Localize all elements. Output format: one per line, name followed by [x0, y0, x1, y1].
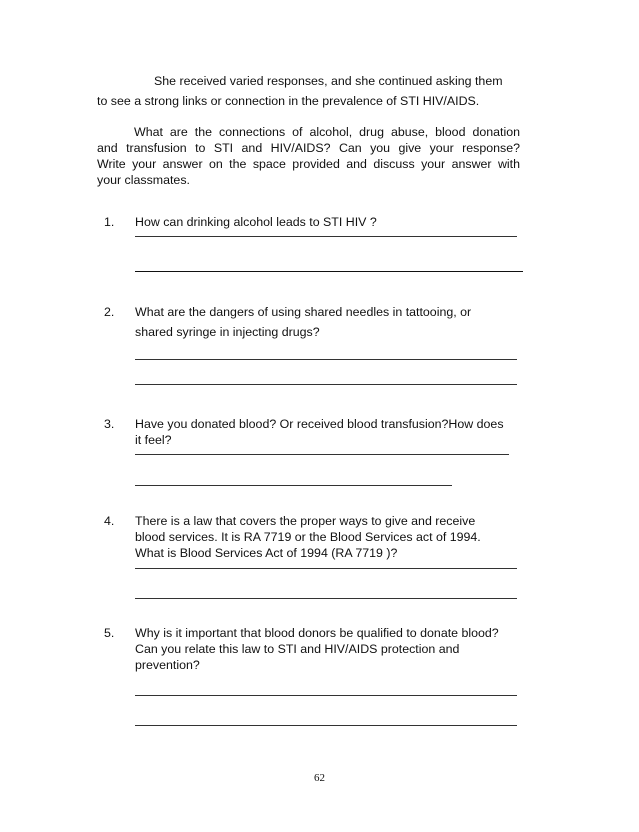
answer-line-1a[interactable] [135, 236, 517, 237]
answer-line-4a[interactable] [135, 568, 517, 569]
question-2-number: 2. [104, 305, 115, 319]
instructions-line-4: your classmates. [97, 173, 190, 187]
question-3-text-line-2: it feel? [135, 433, 172, 447]
intro-line-1: She received varied responses, and she continued asking them [154, 74, 503, 88]
question-5-text-line-2: Can you relate this law to STI and HIV/AIDS protection and [135, 642, 460, 656]
question-1-number: 1. [104, 215, 115, 229]
answer-line-1b[interactable] [135, 271, 523, 272]
answer-line-5b[interactable] [135, 725, 517, 726]
question-4-number: 4. [104, 514, 115, 528]
answer-line-4b[interactable] [135, 598, 517, 599]
instructions-line-3: Write your answer on the space provided and discuss your answer with [97, 157, 520, 171]
question-3-number: 3. [104, 417, 115, 431]
question-4-text-line-1: There is a law that covers the proper ways to give and receive [135, 514, 476, 528]
question-2-text-line-2: shared syringe in injecting drugs? [135, 325, 320, 339]
question-4-text-line-3: What is Blood Services Act of 1994 (RA 7719 )? [135, 546, 398, 560]
instructions-line-2: and transfusion to STI and HIV/AIDS? Can you give your response? [97, 141, 520, 155]
answer-line-3a[interactable] [135, 454, 509, 455]
question-5-number: 5. [104, 626, 115, 640]
question-3-text-line-1: Have you donated blood? Or received blood transfusion?How does [135, 417, 504, 431]
answer-line-2a[interactable] [135, 359, 517, 360]
question-1-text: How can drinking alcohol leads to STI HIV ? [135, 215, 377, 229]
answer-line-5a[interactable] [135, 695, 517, 696]
question-2-text-line-1: What are the dangers of using shared needles in tattooing, or [135, 305, 472, 319]
question-5-text-line-1: Why is it important that blood donors be qualified to donate blood? [135, 626, 499, 640]
question-4-text-line-2: blood services. It is RA 7719 or the Blood Services act of 1994. [135, 530, 481, 544]
page-number: 62 [314, 772, 325, 784]
instructions-line-1: What are the connections of alcohol, drug abuse, blood donation [134, 125, 520, 139]
intro-line-2: to see a strong links or connection in the prevalence of STI HIV/AIDS. [97, 94, 480, 108]
answer-line-2b[interactable] [135, 384, 517, 385]
question-5-text-line-3: prevention? [135, 658, 200, 672]
answer-line-3b[interactable] [135, 485, 452, 486]
